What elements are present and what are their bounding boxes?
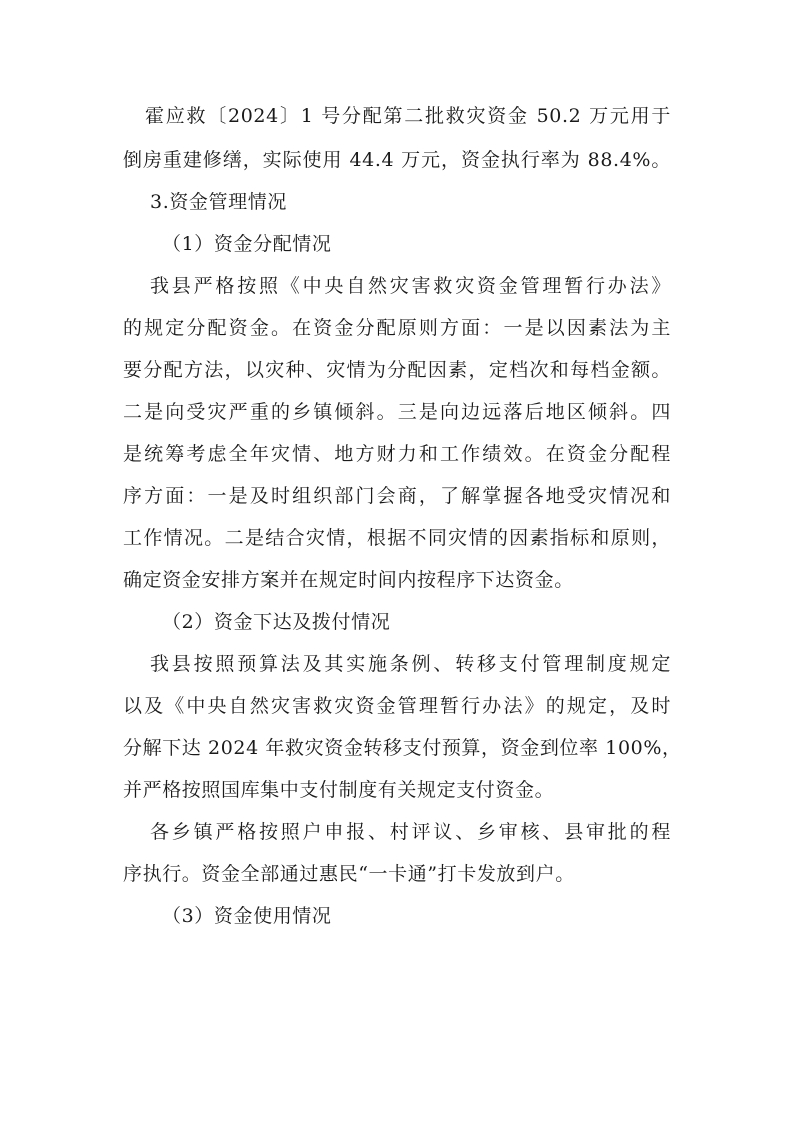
paragraph-line: 二是向受灾严重的乡镇倾斜。三是向边远落后地区倾斜。四 — [123, 401, 671, 423]
paragraph-line: 序执行。资金全部通过惠民“一卡通”打卡发放到户。 — [123, 863, 575, 885]
paragraph-line: 工作情况。二是结合灾情，根据不同灾情的因素指标和原则， — [123, 527, 671, 549]
paragraph-line: 我县严格按照《中央自然灾害救灾资金管理暂行办法》 — [150, 275, 671, 297]
paragraph-line: 序方面：一是及时组织部门会商，了解掌握各地受灾情况和 — [123, 485, 671, 507]
paragraph-line: 分解下达 2024 年救灾资金转移支付预算，资金到位率 100%， — [123, 737, 682, 759]
paragraph-line: 各乡镇严格按照户申报、村评议、乡审核、县审批的程 — [150, 821, 671, 843]
subsection-heading: （2）资金下达及拨付情况 — [162, 611, 391, 633]
subsection-heading: （1）资金分配情况 — [162, 233, 332, 255]
paragraph-line: 确定资金安排方案并在规定时间内按程序下达资金。 — [123, 569, 574, 591]
paragraph-line: 是统筹考虑全年灾情、地方财力和工作绩效。在资金分配程 — [123, 443, 671, 465]
paragraph-line: 的规定分配资金。在资金分配原则方面：一是以因素法为主 — [123, 317, 671, 339]
paragraph-line: 要分配方法，以灾种、灾情为分配因素，定档次和每档金额。 — [123, 359, 671, 381]
paragraph-line: 以及《中央自然灾害救灾资金管理暂行办法》的规定，及时 — [123, 695, 671, 717]
subsection-heading: （3）资金使用情况 — [162, 905, 332, 927]
section-heading: 3.资金管理情况 — [150, 191, 287, 213]
paragraph-line: 我县按照预算法及其实施条例、转移支付管理制度规定 — [150, 653, 671, 675]
paragraph-line: 倒房重建修缮，实际使用 44.4 万元，资金执行率为 88.4%。 — [123, 149, 671, 171]
paragraph-line: 霍应救〔2024〕1 号分配第二批救灾资金 50.2 万元用于 — [145, 105, 671, 127]
paragraph-line: 并严格按照国库集中支付制度有关规定支付资金。 — [123, 779, 555, 801]
